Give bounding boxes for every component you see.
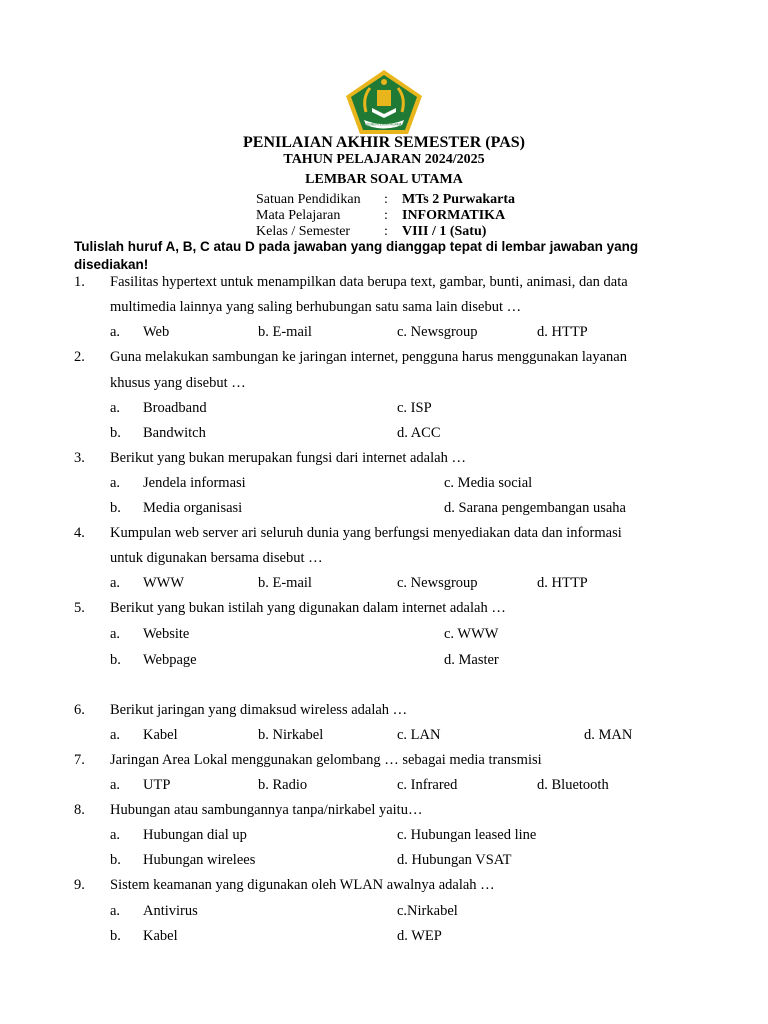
question-text: Berikut yang bukan istilah yang digunakan dalam internet adalah … bbox=[110, 600, 506, 616]
question-text: Berikut yang bukan merupakan fungsi dari internet adalah … bbox=[110, 450, 466, 466]
option-letter: b. bbox=[110, 500, 121, 516]
option-letter: a. bbox=[110, 575, 121, 591]
option-letter: a. bbox=[110, 727, 121, 743]
question-number: 3. bbox=[74, 450, 85, 466]
option-letter: a. bbox=[110, 777, 121, 793]
option-text: c. Media social bbox=[444, 475, 533, 491]
option-text: d. HTTP bbox=[537, 324, 588, 340]
option-text: c.Nirkabel bbox=[397, 903, 458, 919]
info-value: VIII / 1 (Satu) bbox=[402, 224, 487, 239]
option-letter: a. bbox=[110, 827, 121, 843]
question-text: multimedia lainnya yang saling berhubungan satu sama lain disebut … bbox=[110, 299, 522, 315]
question-number: 8. bbox=[74, 802, 85, 818]
option-text: c. WWW bbox=[444, 626, 499, 642]
academic-year: TAHUN PELAJARAN 2024/2025 bbox=[283, 152, 485, 167]
question-text: Hubungan atau sambungannya tanpa/nirkabel yaitu… bbox=[110, 802, 423, 818]
info-colon: : bbox=[384, 192, 388, 207]
question-text: Sistem keamanan yang digunakan oleh WLAN awalnya adalah … bbox=[110, 877, 495, 893]
option-text: c. ISP bbox=[397, 400, 432, 416]
question-text: Fasilitas hypertext untuk menampilkan data berupa text, gambar, bunti, animasi, dan data bbox=[110, 274, 628, 290]
option-text: d. Master bbox=[444, 652, 499, 668]
option-text: Hubungan dial up bbox=[143, 827, 247, 843]
info-value: MTs 2 Purwakarta bbox=[402, 192, 516, 207]
question-text: untuk digunakan bersama disebut … bbox=[110, 550, 323, 566]
option-text: Webpage bbox=[143, 652, 197, 668]
option-text: d. HTTP bbox=[537, 575, 588, 591]
question-text: Berikut jaringan yang dimaksud wireless adalah … bbox=[110, 702, 408, 718]
option-text: Web bbox=[143, 324, 170, 340]
option-letter: b. bbox=[110, 425, 121, 441]
option-letter: a. bbox=[110, 475, 121, 491]
option-letter: a. bbox=[110, 400, 121, 416]
option-text: UTP bbox=[143, 777, 171, 793]
option-text: d. ACC bbox=[397, 425, 441, 441]
option-text: Kabel bbox=[143, 727, 178, 743]
option-letter: a. bbox=[110, 324, 121, 340]
info-value: INFORMATIKA bbox=[402, 208, 506, 223]
option-text: d. Bluetooth bbox=[537, 777, 609, 793]
option-letter: b. bbox=[110, 852, 121, 868]
exam-title: PENILAIAN AKHIR SEMESTER (PAS) bbox=[243, 134, 525, 151]
question-number: 7. bbox=[74, 752, 85, 768]
option-text: Kabel bbox=[143, 928, 178, 944]
option-text: c. Newsgroup bbox=[397, 575, 478, 591]
option-letter: b. bbox=[110, 928, 121, 944]
option-text: b. Radio bbox=[258, 777, 308, 793]
kemenag-logo bbox=[344, 68, 424, 136]
svg-text:KEMENTERIAN AGAMA: KEMENTERIAN AGAMA bbox=[366, 122, 402, 127]
question-number: 5. bbox=[74, 600, 85, 616]
option-text: Antivirus bbox=[143, 903, 198, 919]
option-text: Jendela informasi bbox=[143, 475, 246, 491]
instruction-text: Tulislah huruf A, B, C atau D pada jawaban yang dianggap tepat di lembar jawaban yang disediakan! bbox=[74, 239, 639, 272]
question-number: 1. bbox=[74, 274, 85, 290]
option-letter: a. bbox=[110, 903, 121, 919]
option-text: Hubungan wirelees bbox=[143, 852, 256, 868]
option-text: c. LAN bbox=[397, 727, 441, 743]
option-text: d. Sarana pengembangan usaha bbox=[444, 500, 626, 516]
option-text: d. Hubungan VSAT bbox=[397, 852, 512, 868]
option-text: d. WEP bbox=[397, 928, 442, 944]
option-text: c. Newsgroup bbox=[397, 324, 478, 340]
info-label: Kelas / Semester bbox=[256, 224, 351, 239]
option-text: b. E-mail bbox=[258, 324, 312, 340]
info-label: Mata Pelajaran bbox=[256, 208, 341, 223]
option-text: Website bbox=[143, 626, 190, 642]
question-text: Kumpulan web server ari seluruh dunia yang berfungsi menyediakan data dan informasi bbox=[110, 525, 622, 541]
option-letter: a. bbox=[110, 626, 121, 642]
question-number: 9. bbox=[74, 877, 85, 893]
question-text: khusus yang disebut … bbox=[110, 375, 246, 391]
option-text: Media organisasi bbox=[143, 500, 243, 516]
option-text: WWW bbox=[143, 575, 185, 591]
question-number: 4. bbox=[74, 525, 85, 541]
question-text: Jaringan Area Lokal menggunakan gelombang … sebagai media transmisi bbox=[110, 752, 542, 768]
sheet-title: LEMBAR SOAL UTAMA bbox=[305, 172, 463, 187]
info-label: Satuan Pendidikan bbox=[256, 192, 361, 207]
option-text: b. E-mail bbox=[258, 575, 312, 591]
question-number: 6. bbox=[74, 702, 85, 718]
option-text: Broadband bbox=[143, 400, 207, 416]
info-colon: : bbox=[384, 208, 388, 223]
question-text: Guna melakukan sambungan ke jaringan internet, pengguna harus menggunakan layanan bbox=[110, 349, 627, 365]
option-text: c. Infrared bbox=[397, 777, 458, 793]
option-text: Bandwitch bbox=[143, 425, 206, 441]
option-letter: b. bbox=[110, 652, 121, 668]
info-colon: : bbox=[384, 224, 388, 239]
question-number: 2. bbox=[74, 349, 85, 365]
option-text: c. Hubungan leased line bbox=[397, 827, 537, 843]
option-text: d. MAN bbox=[584, 727, 633, 743]
option-text: b. Nirkabel bbox=[258, 727, 324, 743]
